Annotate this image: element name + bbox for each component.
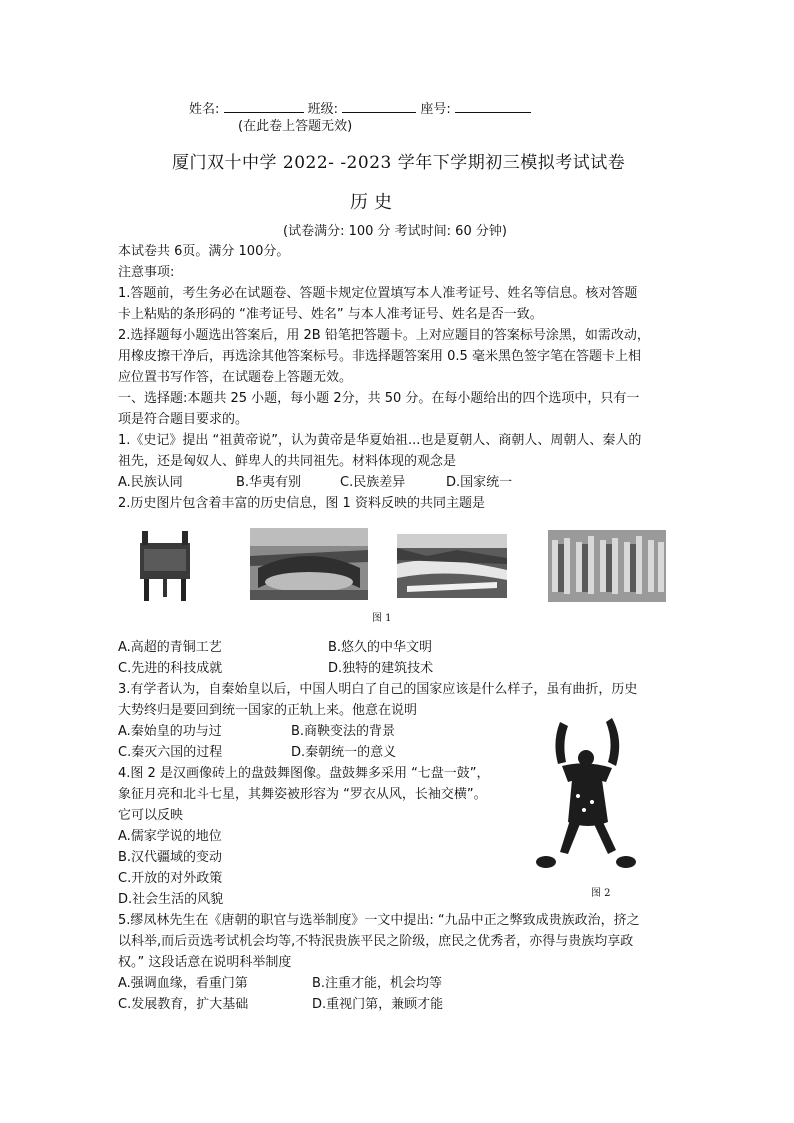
figure1-stone-bridge-image <box>250 528 368 600</box>
intro: 本试卷共 6页。满分 100分。 <box>118 244 290 259</box>
q2-option-c[interactable]: C.先进的科技成就 <box>118 661 223 676</box>
q2-option-b[interactable]: B.悠久的中华文明 <box>328 640 433 655</box>
notes-heading: 注意事项: <box>118 265 175 280</box>
q1-option-c[interactable]: C.民族差异 <box>340 475 406 490</box>
q4-stem: 4.图 2 是汉画像砖上的盘鼓舞图像。盘鼓舞多采用 “七盘一鼓”， <box>118 766 490 781</box>
q5-stem-cont2: 权。” 这段话意在说明科举制度 <box>118 955 292 970</box>
q3-option-b[interactable]: B.商鞅变法的背景 <box>291 724 396 739</box>
q5-option-b[interactable]: B.注重才能，机会均等 <box>312 976 443 991</box>
note-line: 用橡皮擦干净后，再选涂其他答案标号。非选择题答案用 0.5 毫米黑色签字笔在答题卡上相 <box>118 349 641 364</box>
q2-stem: 2.历史图片包含着丰富的历史信息，图 1 资料反映的共同主题是 <box>118 496 485 511</box>
q3-stem: 3.有学者认为，自秦始皇以后，中国人明白了自己的国家应该是什么样子，虽有曲折，历史 <box>118 682 638 697</box>
figure1-dujiangyan-image <box>397 534 507 598</box>
note-line: 卡上粘贴的条形码的 “准考证号、姓名” 与本人准考证号、姓名是否一致。 <box>118 307 543 322</box>
note-line: 2.选择题每小题选出答案后，用 2B 铅笔把答题卡。上对应题目的答案标号涂黑，如需改动， <box>118 328 650 343</box>
class-label: 班级: <box>307 102 339 117</box>
section-heading: 一、选择题:本题共 25 小题，每小题 2分，共 50 分。在每小题给出的四个选项中，只有一 <box>118 391 640 406</box>
q1-option-b[interactable]: B.华夷有别 <box>236 475 302 490</box>
q3-option-d[interactable]: D.秦朝统一的意义 <box>291 745 397 760</box>
section-heading-cont: 项是符合题目要求的。 <box>118 412 249 427</box>
class-field[interactable] <box>342 98 416 113</box>
figure2-plate-drum-dance-image <box>532 712 644 882</box>
seat-label: 座号: <box>420 102 451 117</box>
q1-option-a[interactable]: A.民族认同 <box>118 475 183 490</box>
q4-stem-cont: 象征月亮和北斗七星，其舞姿被形容为 “罗衣从风，长袖交横”。 <box>118 787 487 802</box>
q4-stem-cont2: 它可以反映 <box>118 808 184 823</box>
q5-option-d[interactable]: D.重视门第，兼顾才能 <box>312 997 444 1012</box>
q4-option-c[interactable]: C.开放的对外政策 <box>118 871 223 886</box>
page-title: 厦门双十中学 2022- -2023 学年下学期初三模拟考试试卷 <box>172 153 626 173</box>
q5-option-a[interactable]: A.强调血缘，看重门第 <box>118 976 248 991</box>
figure2-caption: 图 2 <box>591 888 611 899</box>
q2-option-a[interactable]: A.高超的青铜工艺 <box>118 640 222 655</box>
header-note: (在此卷上答题无效) <box>238 119 353 134</box>
q1-stem-cont: 祖先，还是匈奴人、鲜卑人的共同祖先。材料体现的观念是 <box>118 454 457 469</box>
q5-option-c[interactable]: C.发展教育，扩大基础 <box>118 997 249 1012</box>
note-line: 应位置书写作答，在试题卷上答题无效。 <box>118 370 353 385</box>
subject-title: 历史 <box>350 192 398 213</box>
q3-option-c[interactable]: C.秦灭六国的过程 <box>118 745 223 760</box>
q4-option-b[interactable]: B.汉代疆域的变动 <box>118 850 223 865</box>
q3-option-a[interactable]: A.秦始皇的功与过 <box>118 724 222 739</box>
q4-option-d[interactable]: D.社会生活的风貌 <box>118 892 224 907</box>
exam-info: (试卷满分: 100 分 考试时间: 60 分钟) <box>283 224 507 239</box>
name-field[interactable] <box>224 98 304 113</box>
q2-option-d[interactable]: D.独特的建筑技术 <box>328 661 434 676</box>
q5-stem: 5.缪凤林先生在《唐朝的职官与选举制度》一文中提出: “九品中正之弊致成贵族政治，挤之 <box>118 913 640 928</box>
figure1-caption: 图 1 <box>372 613 392 624</box>
note-line: 1.答题前，考生务必在试题卷、答题卡规定位置填写本人准考证号、姓名等信息。核对答题 <box>118 286 638 301</box>
q3-stem-cont: 大势终归是要回到统一国家的正轨上来。他意在说明 <box>118 703 418 718</box>
q5-stem-cont: 以科举,而后贡选考试机会均等,不特泯贵族平民之阶级，庶民之优秀者，亦得与贵族均享政 <box>118 934 634 949</box>
figure1-terracotta-army-image <box>548 530 666 602</box>
seat-field[interactable] <box>455 98 531 113</box>
q4-option-a[interactable]: A.儒家学说的地位 <box>118 829 222 844</box>
q1-stem: 1.《史记》提出 “祖黄帝说”，认为黄帝是华夏始祖...也是夏朝人、商朝人、周朝人、秦人的 <box>118 433 642 448</box>
q1-option-d[interactable]: D.国家统一 <box>446 475 513 490</box>
figure1-bronze-ding-image <box>130 525 200 605</box>
name-label: 姓名: <box>189 102 220 117</box>
